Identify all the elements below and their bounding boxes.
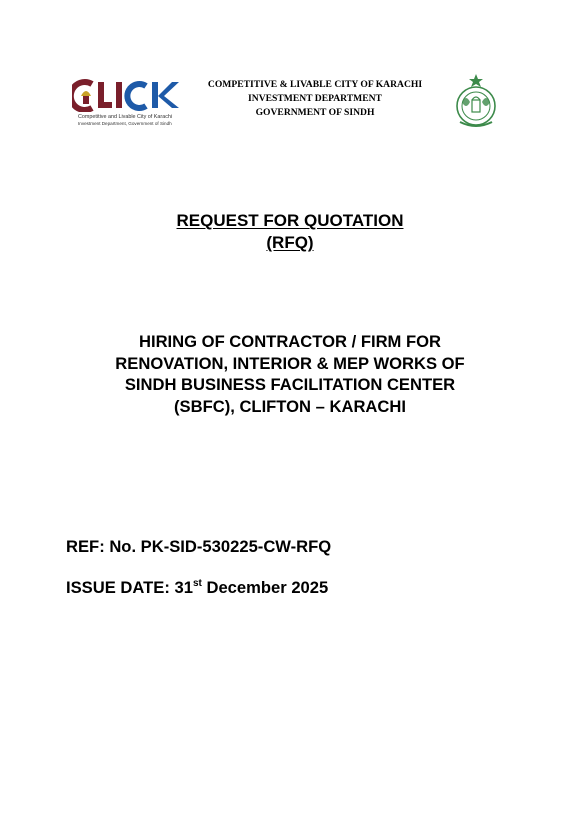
title-line-2: (RFQ) [266, 233, 314, 252]
click-logo [72, 78, 184, 128]
project-line-2: RENOVATION, INTERIOR & MEP WORKS OF [115, 353, 465, 373]
project-title [0, 331, 580, 417]
logo-subline: Investment Department, Government of Sindh [78, 121, 172, 126]
reference-number: REF: No. PK-SID-530225-CW-RFQ [66, 537, 332, 556]
issue-date-ordinal: st [192, 578, 202, 589]
document-title [0, 210, 580, 254]
letterhead-line-3: GOVERNMENT OF SINDH [255, 107, 375, 118]
letterhead [72, 72, 508, 132]
letterhead-line-1: COMPETITIVE & LIVABLE CITY OF KARACHI [207, 79, 423, 90]
issue-date-label: ISSUE DATE: [66, 578, 175, 597]
logo-tagline: Competitive and Livable City of Karachi [78, 114, 173, 120]
project-line-1: HIRING OF CONTRACTOR / FIRM FOR [138, 332, 442, 351]
click-wordmark-icon [72, 78, 184, 112]
issue-date-rest: December 2025 [201, 578, 329, 597]
title-line-1: REQUEST FOR QUOTATION [176, 211, 404, 230]
letterhead-text [182, 78, 448, 120]
letterhead-line-2: INVESTMENT DEPARTMENT [248, 93, 382, 104]
project-line-4: (SBFC), CLIFTON – KARACHI [174, 396, 406, 416]
sindh-government-seal-icon [452, 72, 500, 132]
project-line-3: SINDH BUSINESS FACILITATION CENTER [124, 375, 456, 394]
issue-date [66, 578, 328, 598]
issue-date-day: 31 [174, 578, 193, 597]
